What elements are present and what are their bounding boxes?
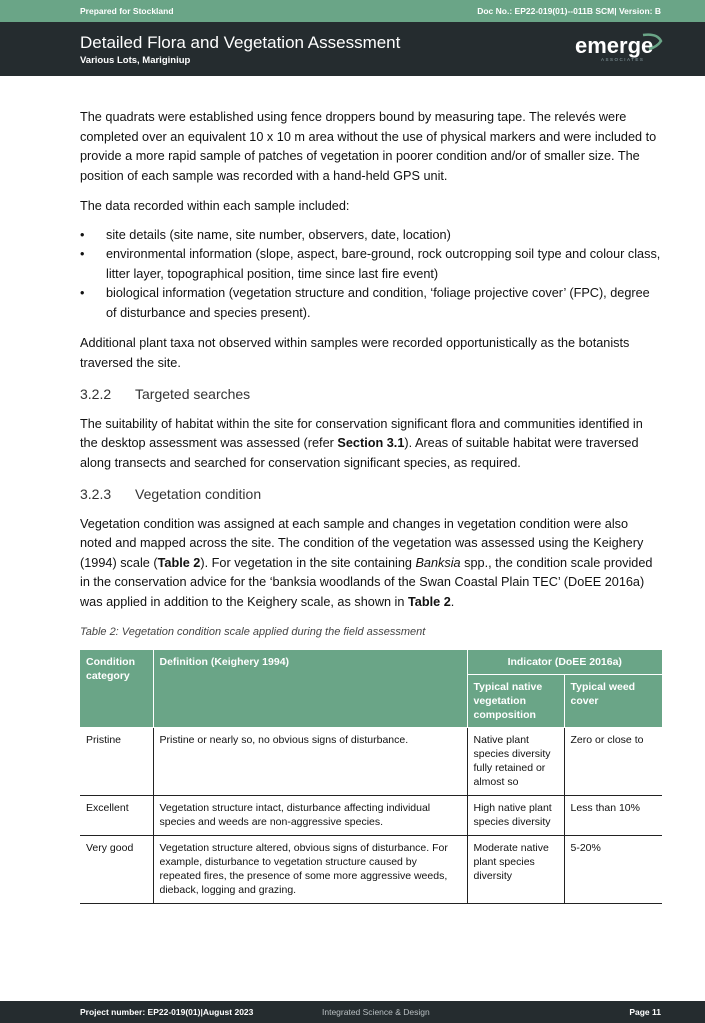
text-span: . (450, 594, 455, 609)
cell-weed: Less than 10% (564, 795, 662, 835)
prepared-for: Prepared for Stockland (80, 6, 174, 16)
header-native-composition: Typical native vegetation composition (467, 674, 564, 727)
page-header (0, 22, 705, 76)
report-subtitle: Various Lots, Mariginiup (80, 55, 191, 66)
cell-definition: Vegetation structure altered, obvious signs of disturbance. For example, disturbance to vegetation structure caused by repeated fires, the presence of some more aggressive weeds, dieback, logging and grazing. (153, 835, 467, 903)
section-heading-vegetation-condition (80, 485, 662, 505)
text-span: ). For vegetation in the site containing (200, 555, 416, 570)
cell-condition: Excellent (80, 795, 153, 835)
table-row (80, 835, 662, 903)
cell-weed: 5-20% (564, 835, 662, 903)
section-title: Targeted searches (135, 386, 251, 402)
cell-native: High native plant species diversity (467, 795, 564, 835)
text-span: ). Areas of suitable habitat were traversed along transects and searched for conservation significant species, as required. (80, 436, 639, 470)
cell-definition: Vegetation structure intact, disturbance affecting individual species and weeds are non-aggressive species. (153, 795, 467, 835)
list-item: • site details (site name, site number, observers, date, location) (80, 226, 662, 246)
header-weed-cover: Typical weed cover (564, 674, 662, 727)
cell-condition: Very good (80, 835, 153, 903)
header-condition-category: Condition category (80, 650, 153, 728)
section-number: 3.2.3 (80, 486, 112, 502)
header-definition: Definition (Keighery 1994) (153, 650, 467, 728)
emerge-logo (573, 31, 665, 65)
cell-condition: Pristine (80, 727, 153, 795)
table-reference: Table 2 (407, 594, 451, 609)
main-content (80, 108, 662, 904)
condition-table (80, 650, 662, 904)
document-number: Doc No.: EP22-019(01)--011B SCM| Version: B (477, 6, 661, 16)
table-row (80, 795, 662, 835)
paragraph-quadrats: The quadrats were established using fence droppers bound by measuring tape. The relevés were completed over an equivalent 10 x 10 m area without the use of physical markers and were included to provide a more rapid sample of patches of vegetation in poorer condition and/or of smaller size. The position of each sample was recorded with a hand-held GPS unit. (80, 110, 657, 183)
section-reference: Section 3.1 (337, 436, 405, 450)
page-number: Page 11 (629, 1007, 661, 1017)
cell-definition: Pristine or nearly so, no obvious signs of disturbance. (153, 727, 467, 795)
header-indicator: Indicator (DoEE 2016a) (467, 650, 662, 675)
list-item: • biological information (vegetation structure and condition, ‘foliage projective cover’ (FPC), degree of disturbance and species present). (80, 284, 662, 323)
paragraph-data-recorded: The data recorded within each sample included: (80, 199, 350, 213)
table-reference: Table 2 (157, 555, 201, 570)
paragraph-vegetation-condition (80, 515, 662, 613)
text-span: spp., the condition scale provided in the conservation advice for the ‘banksia woodlands of the Swan Coastal Plain TEC’ (DoEE 2016a) was applied in addition to the Keighery scale, as shown in (80, 555, 653, 609)
paragraph-targeted-searches (80, 415, 662, 474)
report-title: Detailed Flora and Vegetation Assessment (80, 33, 401, 52)
logo-subtext: ASSOCIATES (601, 57, 645, 62)
paragraph-additional-taxa: Additional plant taxa not observed within samples were recorded opportunistically as the botanists traversed the site. (80, 336, 630, 370)
section-heading-targeted-searches (80, 385, 662, 405)
data-list (80, 226, 662, 324)
cell-native: Native plant species diversity fully retained or almost so (467, 727, 564, 795)
table-caption: Table 2: Vegetation condition scale applied during the field assessment (80, 626, 426, 638)
list-item: • environmental information (slope, aspect, bare-ground, rock outcropping soil type and colour class, litter layer, topographical position, time since last fire event) (80, 245, 662, 284)
section-number: 3.2.2 (80, 386, 112, 402)
genus-name: Banksia (415, 555, 461, 570)
text-span: Vegetation condition was assigned at each sample and changes in vegetation condition were also noted and mapped across the site. The condition of the vegetation was assessed using the Keighery (1994) scale ( (80, 516, 644, 570)
section-title: Vegetation condition (135, 486, 262, 502)
project-number: Project number: EP22-019(01)|August 2023 (80, 1007, 254, 1017)
page-footer (0, 1001, 705, 1023)
cell-weed: Zero or close to (564, 727, 662, 795)
text-span: The suitability of habitat within the site for conservation significant flora and communities identified in the desktop assessment was assessed (refer (80, 416, 643, 450)
logo-wordmark: emerge (575, 33, 654, 58)
tagline: Integrated Science & Design (322, 1007, 430, 1017)
table-row (80, 727, 662, 795)
top-banner (0, 0, 705, 22)
cell-native: Moderate native plant species diversity (467, 835, 564, 903)
